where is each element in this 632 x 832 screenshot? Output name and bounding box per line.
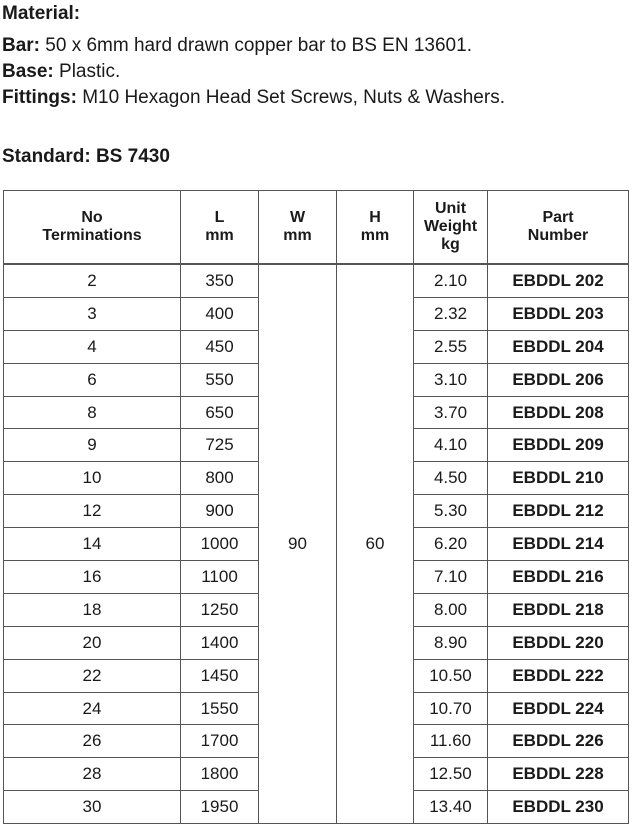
cell-length: 900 <box>181 495 259 528</box>
header-no-terminations <box>4 191 181 265</box>
cell-unit-weight: 8.90 <box>414 626 488 659</box>
cell-length: 1100 <box>181 561 259 594</box>
header-line: W <box>289 209 306 226</box>
product-table <box>3 190 629 824</box>
cell-length: 800 <box>181 462 259 495</box>
cell-length: 1250 <box>181 593 259 626</box>
header-line: mm <box>283 227 312 244</box>
cell-part-number: EBDDL 202 <box>488 264 629 297</box>
cell-unit-weight: 11.60 <box>414 725 488 758</box>
cell-unit-weight: 3.70 <box>414 396 488 429</box>
cell-length: 350 <box>181 264 259 297</box>
cell-length: 550 <box>181 363 259 396</box>
cell-terminations: 24 <box>4 692 181 725</box>
cell-terminations: 12 <box>4 495 181 528</box>
cell-width: 90 <box>259 264 337 824</box>
cell-terminations: 4 <box>4 330 181 363</box>
cell-terminations: 18 <box>4 593 181 626</box>
cell-part-number: EBDDL 209 <box>488 429 629 462</box>
cell-length: 1800 <box>181 758 259 791</box>
cell-height: 60 <box>337 264 414 824</box>
cell-terminations: 26 <box>4 725 181 758</box>
base-label: Base: <box>2 61 54 82</box>
cell-terminations: 8 <box>4 396 181 429</box>
base-text: Plastic. <box>53 61 121 82</box>
header-line: Unit <box>434 200 467 217</box>
cell-terminations: 6 <box>4 363 181 396</box>
header-line: H <box>369 209 381 226</box>
cell-length: 400 <box>181 297 259 330</box>
header-line: No <box>81 209 103 226</box>
cell-length: 1700 <box>181 725 259 758</box>
table-header-row <box>4 191 629 265</box>
header-line: L <box>214 209 225 226</box>
cell-terminations: 9 <box>4 429 181 462</box>
cell-length: 650 <box>181 396 259 429</box>
cell-unit-weight: 10.50 <box>414 659 488 692</box>
cell-unit-weight: 4.50 <box>414 462 488 495</box>
cell-part-number: EBDDL 214 <box>488 528 629 561</box>
header-line: mm <box>360 227 390 244</box>
header-unit-weight <box>414 191 488 265</box>
cell-terminations: 2 <box>4 264 181 297</box>
material-heading: Material: <box>2 3 81 24</box>
cell-unit-weight: 4.10 <box>414 429 488 462</box>
cell-unit-weight: 2.32 <box>414 297 488 330</box>
bar-text: 50 x 6mm hard drawn copper bar to BS EN 13601. <box>40 35 472 56</box>
cell-length: 1950 <box>181 791 259 824</box>
standard-heading: Standard: BS 7430 <box>2 146 170 167</box>
cell-unit-weight: 7.10 <box>414 561 488 594</box>
header-length <box>181 191 259 265</box>
header-width <box>259 191 337 265</box>
cell-part-number: EBDDL 222 <box>488 659 629 692</box>
base-spec <box>2 60 120 84</box>
cell-terminations: 22 <box>4 659 181 692</box>
cell-length: 1550 <box>181 692 259 725</box>
header-line: Number <box>527 227 589 244</box>
header-part-number <box>488 191 629 265</box>
cell-unit-weight: 5.30 <box>414 495 488 528</box>
bar-label: Bar: <box>2 35 41 56</box>
cell-unit-weight: 6.20 <box>414 528 488 561</box>
cell-part-number: EBDDL 206 <box>488 363 629 396</box>
cell-part-number: EBDDL 230 <box>488 791 629 824</box>
cell-part-number: EBDDL 220 <box>488 626 629 659</box>
cell-part-number: EBDDL 204 <box>488 330 629 363</box>
header-line: Part <box>542 209 574 226</box>
cell-length: 1400 <box>181 626 259 659</box>
header-line: Weight <box>423 218 478 235</box>
fittings-text: M10 Hexagon Head Set Screws, Nuts & Washers. <box>76 87 505 108</box>
cell-terminations: 3 <box>4 297 181 330</box>
cell-unit-weight: 12.50 <box>414 758 488 791</box>
fittings-spec <box>2 86 505 110</box>
cell-length: 725 <box>181 429 259 462</box>
cell-part-number: EBDDL 224 <box>488 692 629 725</box>
cell-unit-weight: 3.10 <box>414 363 488 396</box>
cell-terminations: 28 <box>4 758 181 791</box>
cell-terminations: 14 <box>4 528 181 561</box>
cell-terminations: 20 <box>4 626 181 659</box>
cell-part-number: EBDDL 216 <box>488 561 629 594</box>
header-line: mm <box>205 227 234 244</box>
cell-part-number: EBDDL 210 <box>488 462 629 495</box>
cell-unit-weight: 8.00 <box>414 593 488 626</box>
table-row <box>4 264 629 297</box>
cell-length: 1450 <box>181 659 259 692</box>
cell-unit-weight: 2.10 <box>414 264 488 297</box>
cell-terminations: 10 <box>4 462 181 495</box>
cell-part-number: EBDDL 208 <box>488 396 629 429</box>
cell-unit-weight: 13.40 <box>414 791 488 824</box>
cell-terminations: 30 <box>4 791 181 824</box>
header-height <box>337 191 414 265</box>
cell-length: 1000 <box>181 528 259 561</box>
header-line: Terminations <box>42 227 142 244</box>
cell-length: 450 <box>181 330 259 363</box>
cell-part-number: EBDDL 203 <box>488 297 629 330</box>
cell-part-number: EBDDL 228 <box>488 758 629 791</box>
bar-spec <box>2 34 472 58</box>
header-line: kg <box>441 236 460 253</box>
cell-part-number: EBDDL 212 <box>488 495 629 528</box>
fittings-label: Fittings: <box>2 87 77 108</box>
cell-part-number: EBDDL 226 <box>488 725 629 758</box>
cell-part-number: EBDDL 218 <box>488 593 629 626</box>
cell-unit-weight: 10.70 <box>414 692 488 725</box>
cell-unit-weight: 2.55 <box>414 330 488 363</box>
cell-terminations: 16 <box>4 561 181 594</box>
